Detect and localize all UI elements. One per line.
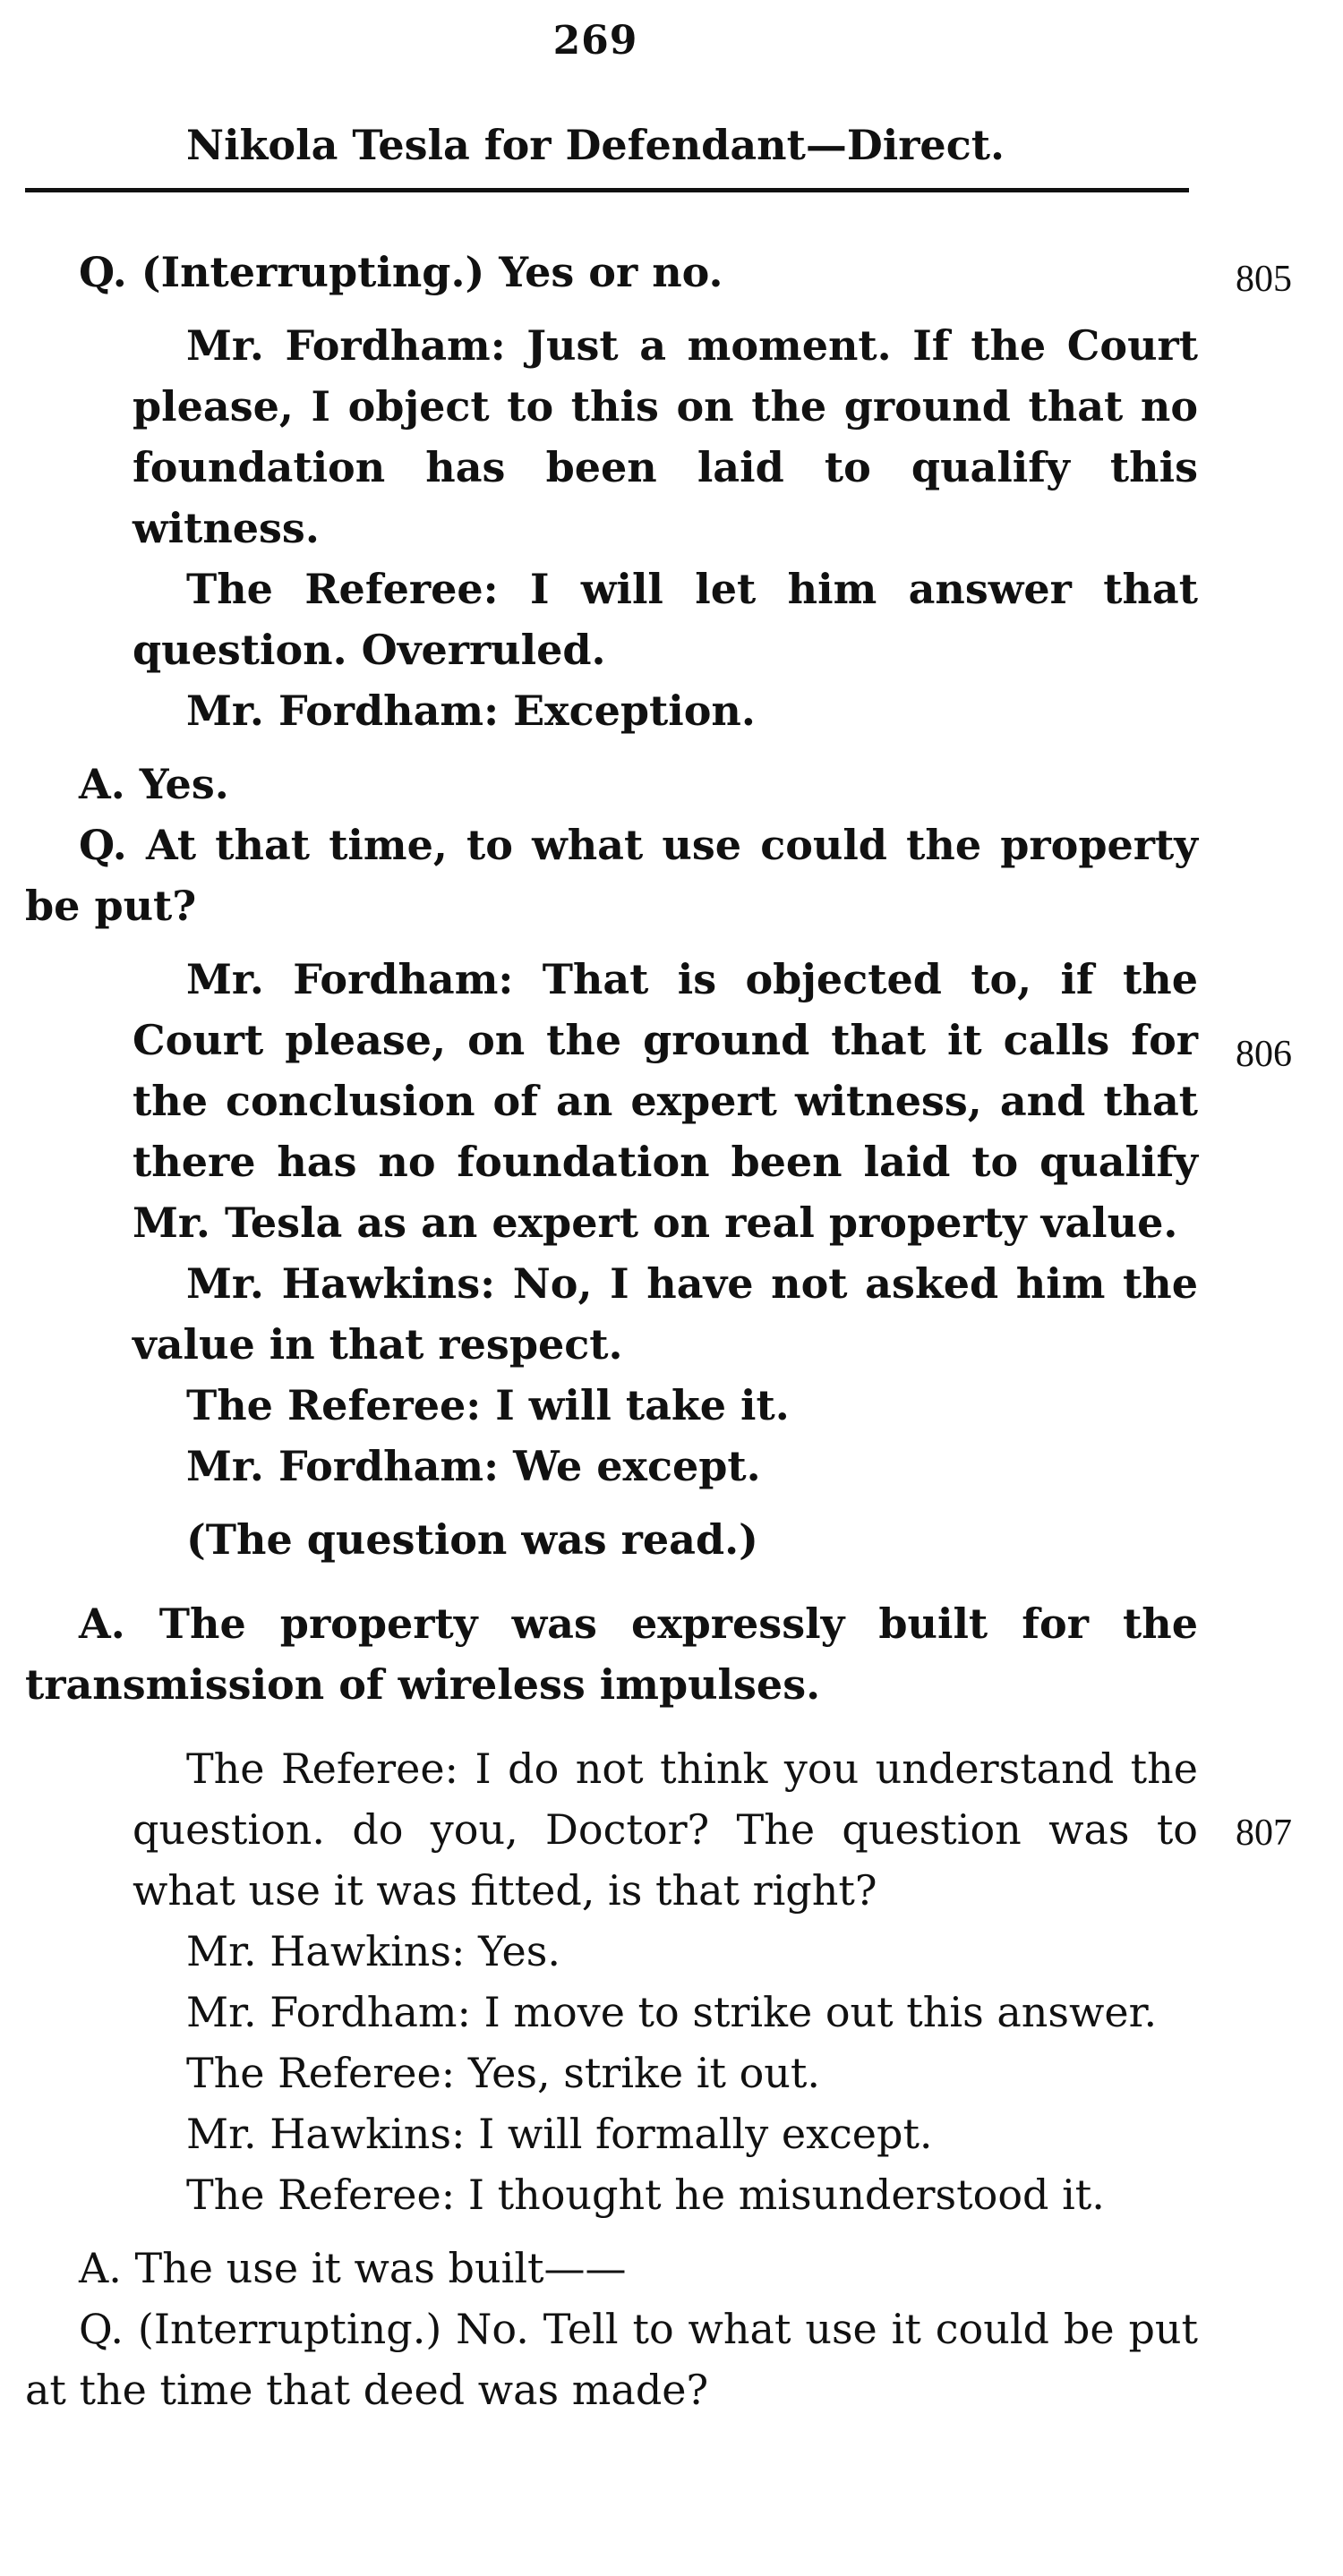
colloquy-paragraph: Mr. Hawkins: Yes.: [186, 1927, 560, 1975]
colloquy-paragraph: Mr. Hawkins: I will formally except.: [186, 2110, 933, 2158]
running-head: Nikola Tesla for Defendant—Direct.: [186, 121, 1005, 169]
line-number-807: 807: [1236, 1813, 1292, 1854]
colloquy-paragraph: Mr. Fordham: We except.: [186, 1442, 761, 1490]
transcript-body: [25, 242, 1198, 2420]
colloquy-paragraph: Mr. Fordham: Just a moment. If the Court please, I object to this on the ground that no foundation has been laid to qualify this witness.: [133, 321, 1198, 552]
question-paragraph: Q. (Interrupting.) Yes or no.: [79, 248, 723, 296]
answer-paragraph: A. Yes.: [79, 760, 229, 808]
colloquy-paragraph: Mr. Fordham: I move to strike out this answer.: [186, 1988, 1158, 2036]
colloquy-paragraph: Mr. Fordham: That is objected to, if the Court please, on the ground that it calls for the conclusion of an expert witness, and that there has no foundation been laid to qualify Mr. Tesla as an expert on real property value.: [133, 955, 1198, 1247]
line-number-806: 806: [1236, 1034, 1292, 1075]
question-paragraph: Q. At that time, to what use could the property be put?: [25, 821, 1198, 930]
colloquy-paragraph: Mr. Hawkins: No, I have not asked him the value in that respect.: [133, 1259, 1198, 1369]
answer-paragraph: A. The property was expressly built for the transmission of wireless impulses.: [25, 1599, 1198, 1709]
colloquy-paragraph: The Referee: I will let him answer that question. Overruled.: [133, 565, 1198, 674]
line-number-805: 805: [1236, 259, 1292, 300]
colloquy-paragraph: The Referee: I do not think you understand the question. do you, Doctor? The question was to what use it was fitted, is that right?: [133, 1744, 1198, 1915]
colloquy-paragraph: Mr. Fordham: Exception.: [186, 687, 756, 735]
colloquy-paragraph: The Referee: Yes, strike it out.: [186, 2049, 821, 2097]
colloquy-paragraph: The Referee: I will take it.: [186, 1381, 790, 1429]
parenthetical-note: (The question was read.): [186, 1515, 758, 1564]
colloquy-paragraph: The Referee: I thought he misunderstood it.: [186, 2171, 1105, 2219]
page-number: 269: [552, 18, 638, 64]
question-paragraph: Q. (Interrupting.) No. Tell to what use it could be put at the time that deed was made?: [25, 2305, 1198, 2414]
header-rule: [25, 188, 1189, 192]
answer-paragraph: A. The use it was built——: [79, 2244, 627, 2292]
